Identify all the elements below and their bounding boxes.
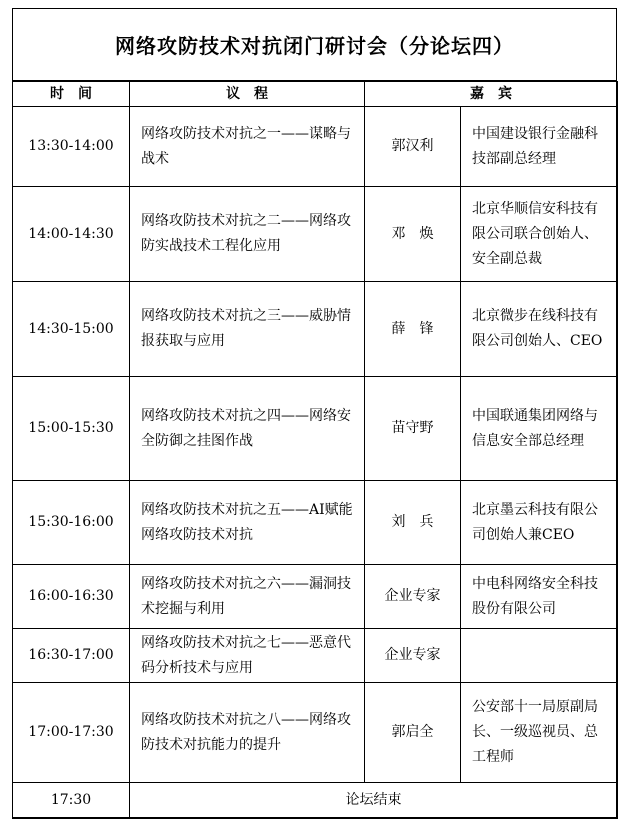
page-title: 网络攻防技术对抗闭门研讨会（分论坛四） [12,8,617,81]
row-time: 15:00-15:30 [13,377,130,481]
row-topic: 网络攻防技术对抗之四——网络安全防御之挂图作战 [130,377,365,481]
row-guest-name: 刘 兵 [365,481,461,565]
row-topic: 网络攻防技术对抗之三——威胁情报获取与应用 [130,282,365,377]
row-guest-name: 邓 焕 [365,187,461,282]
row-guest-title: 公安部十一局原副局长、一级巡视员、总工程师 [461,683,618,783]
row-guest-name: 苗守野 [365,377,461,481]
table-header-row [13,82,618,107]
row-guest-title: 北京华顺信安科技有限公司联合创始人、安全副总裁 [461,187,618,282]
row-time: 16:30-17:00 [13,629,130,683]
row-guest-name: 企业专家 [365,629,461,683]
row-guest-title: 中电科网络安全科技股份有限公司 [461,565,618,629]
row-guest-name: 郭汉利 [365,107,461,187]
row-guest-name: 薛 锋 [365,282,461,377]
row-guest-title: 北京墨云科技有限公司创始人兼CEO [461,481,618,565]
row-time: 14:00-14:30 [13,187,130,282]
row-guest-title: 中国建设银行金融科技部副总经理 [461,107,618,187]
table-row [13,377,618,481]
row-topic: 网络攻防技术对抗之六——漏洞技术挖掘与利用 [130,565,365,629]
row-topic: 网络攻防技术对抗之二——网络攻防实战技术工程化应用 [130,187,365,282]
table-row [13,282,618,377]
row-guest-title: 中国联通集团网络与信息安全部总经理 [461,377,618,481]
header-guests: 嘉 宾 [365,82,618,107]
row-topic: 网络攻防技术对抗之五——AI赋能网络攻防技术对抗 [130,481,365,565]
row-guest-name: 企业专家 [365,565,461,629]
header-agenda: 议 程 [130,82,365,107]
row-topic: 网络攻防技术对抗之一——谋略与战术 [130,107,365,187]
header-time: 时 间 [13,82,130,107]
row-time: 16:00-16:30 [13,565,130,629]
schedule-table [12,81,618,819]
closing-row [13,783,618,819]
table-row [13,481,618,565]
closing-time: 17:30 [13,783,130,819]
closing-text: 论坛结束 [130,783,618,819]
row-guest-title [461,629,618,683]
row-time: 17:00-17:30 [13,683,130,783]
table-row [13,629,618,683]
row-time: 14:30-15:00 [13,282,130,377]
table-row [13,565,618,629]
row-time: 13:30-14:00 [13,107,130,187]
table-row [13,107,618,187]
row-time: 15:30-16:00 [13,481,130,565]
row-guest-title: 北京微步在线科技有限公司创始人、CEO [461,282,618,377]
row-guest-name: 郭启全 [365,683,461,783]
table-row [13,683,618,783]
row-topic: 网络攻防技术对抗之八——网络攻防技术对抗能力的提升 [130,683,365,783]
table-row [13,187,618,282]
row-topic: 网络攻防技术对抗之七——恶意代码分析技术与应用 [130,629,365,683]
